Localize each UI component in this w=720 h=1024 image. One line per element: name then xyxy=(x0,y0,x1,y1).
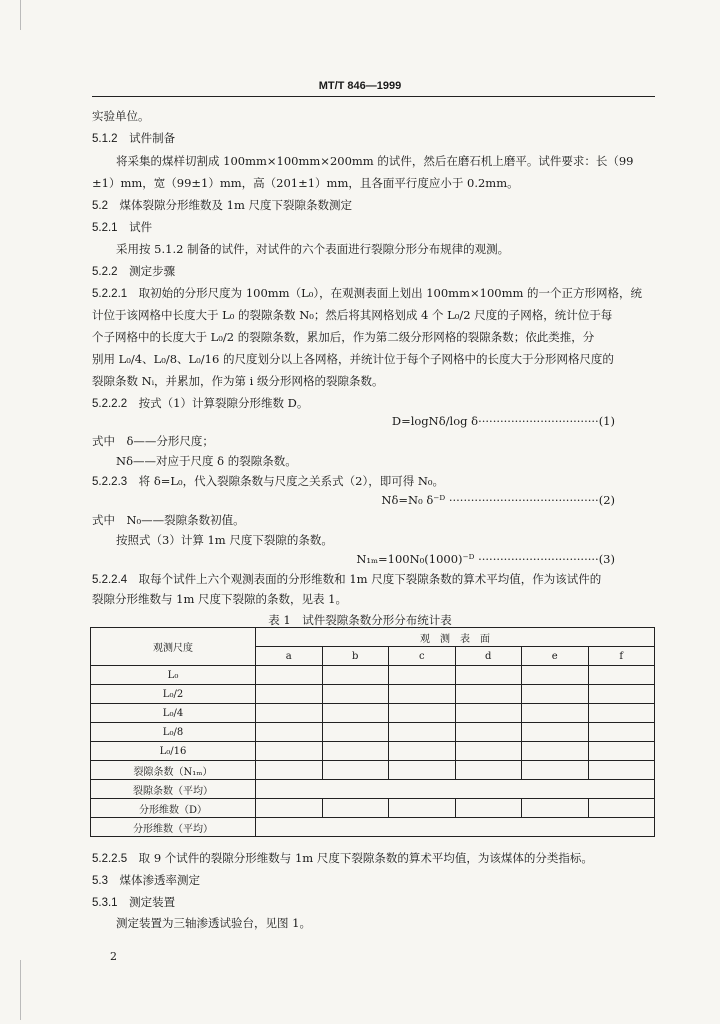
data-cell xyxy=(455,685,522,704)
section-number: 5.3.1 xyxy=(92,897,118,909)
row-label: L₀/2 xyxy=(91,685,256,704)
section-number: 5.2.2 xyxy=(92,266,118,278)
row-label: 裂隙条数（平均） xyxy=(91,780,256,799)
section-number: 5.2.1 xyxy=(92,222,118,234)
text-line: ±1）mm，宽（99±1）mm，高（201±1）mm，且各面平行度应小于 0.2mm。 xyxy=(92,176,519,190)
clause-text: 取每个试件上六个观测表面的分形维数和 1m 尺度下裂隙条数的算术平均值，作为该试件的 xyxy=(138,572,602,586)
table-row xyxy=(91,761,655,780)
data-cell xyxy=(256,666,323,685)
data-cell xyxy=(256,685,323,704)
text-line: 采用按 5.1.2 制备的试件，对试件的六个表面进行裂隙分形分布规律的观测。 xyxy=(116,242,510,256)
data-cell xyxy=(455,666,522,685)
data-cell xyxy=(256,704,323,723)
table-row xyxy=(91,742,655,761)
text-line: 式中 δ——分形尺度； xyxy=(92,434,214,448)
data-cell xyxy=(522,685,589,704)
text-line: 别用 L₀/4、L₀/8、L₀/16 的尺度划分以上各网格，并统计位于每个子网格中的长度大于分形网格尺度的 xyxy=(92,352,614,366)
table-row xyxy=(91,799,655,818)
column-header: f xyxy=(588,647,655,666)
clause-text: 取 9 个试件的裂隙分形维数与 1m 尺度下裂隙条数的算术平均值，为该煤体的分类指标。 xyxy=(138,851,593,865)
data-cell xyxy=(389,704,456,723)
clause-line xyxy=(92,473,444,490)
text-line: 测定装置为三轴渗透试验台，见图 1。 xyxy=(116,916,311,930)
text-line: 实验单位。 xyxy=(92,109,150,123)
table-row xyxy=(91,780,655,799)
section-heading xyxy=(92,872,200,889)
data-cell xyxy=(389,723,456,742)
data-cell xyxy=(389,685,456,704)
text-line: Nδ——对应于尺度 δ 的裂隙条数。 xyxy=(116,454,297,468)
average-cell xyxy=(256,780,655,799)
data-cell xyxy=(455,704,522,723)
data-cell xyxy=(588,761,655,780)
data-cell xyxy=(455,742,522,761)
data-cell xyxy=(455,799,522,818)
text-line: 式中 N₀——裂隙条数初值。 xyxy=(92,513,245,527)
data-cell xyxy=(256,723,323,742)
fracture-stats-table xyxy=(90,627,655,837)
clause-line xyxy=(92,395,308,412)
row-label: L₀ xyxy=(91,666,256,685)
data-cell xyxy=(588,742,655,761)
data-cell xyxy=(522,704,589,723)
clause-line xyxy=(92,285,642,302)
section-number: 5.3 xyxy=(92,875,108,887)
data-cell xyxy=(522,666,589,685)
header-rule xyxy=(92,96,655,97)
table-row xyxy=(91,685,655,704)
text-line: 将采集的煤样切割成 100mm×100mm×200mm 的试件，然后在磨石机上磨平。试件要求：长（99 xyxy=(116,154,634,168)
column-header: d xyxy=(455,647,522,666)
average-cell xyxy=(256,818,655,837)
section-number: 5.1.2 xyxy=(92,133,118,145)
data-cell xyxy=(588,666,655,685)
text-line: 按照式（3）计算 1m 尺度下裂隙的条数。 xyxy=(116,533,333,547)
scan-mark xyxy=(20,960,21,1020)
section-heading xyxy=(92,894,175,911)
data-cell xyxy=(588,723,655,742)
equation-1: D=logNδ/log δ·································(1) xyxy=(391,414,615,428)
data-cell xyxy=(322,723,389,742)
row-label: L₀/16 xyxy=(91,742,256,761)
clause-line xyxy=(92,571,601,588)
data-cell xyxy=(522,761,589,780)
equation-2: Nδ=N₀ δ⁻ᴰ ·········································(2) xyxy=(381,493,615,507)
group-header-cell: 观 测 表 面 xyxy=(256,628,655,647)
row-label: 分形维数（平均） xyxy=(91,818,256,837)
clause-text: 将 δ=L₀，代入裂隙条数与尺度之关系式（2），即可得 N₀。 xyxy=(138,474,445,488)
section-heading xyxy=(92,197,352,214)
section-title: 测定步骤 xyxy=(129,264,176,278)
section-title: 试件制备 xyxy=(129,131,176,145)
data-cell xyxy=(256,742,323,761)
column-header: a xyxy=(256,647,323,666)
clause-number: 5.2.2.3 xyxy=(92,476,128,488)
data-cell xyxy=(389,742,456,761)
page-number: 2 xyxy=(110,950,117,963)
clause-number: 5.2.2.2 xyxy=(92,398,128,410)
row-label: L₀/8 xyxy=(91,723,256,742)
standard-code: MT/T 846—1999 xyxy=(318,80,402,92)
data-cell xyxy=(588,799,655,818)
clause-number: 5.2.2.5 xyxy=(92,853,128,865)
data-cell xyxy=(322,666,389,685)
data-cell xyxy=(522,742,589,761)
text-line: 裂隙分形维数与 1m 尺度下裂隙的条数，见表 1。 xyxy=(92,592,348,606)
data-cell xyxy=(322,799,389,818)
row-label: 裂隙条数（N₁ₘ） xyxy=(91,761,256,780)
data-cell xyxy=(389,761,456,780)
section-title: 试件 xyxy=(129,220,153,234)
table-caption: 表 1 试件裂隙条数分形分布统计表 xyxy=(268,613,452,627)
scan-mark xyxy=(20,0,21,30)
data-cell xyxy=(455,723,522,742)
section-heading xyxy=(92,130,175,147)
data-cell xyxy=(588,685,655,704)
data-cell xyxy=(322,685,389,704)
clause-text: 取初始的分形尺度为 100mm（L₀），在观测表面上划出 100mm×100mm 的一个正方形网格，统 xyxy=(138,286,643,300)
data-cell xyxy=(389,666,456,685)
section-number: 5.2 xyxy=(92,200,108,212)
data-cell xyxy=(389,799,456,818)
clause-number: 5.2.2.1 xyxy=(92,288,128,300)
clause-number: 5.2.2.4 xyxy=(92,574,128,586)
section-title: 煤体裂隙分形维数及 1m 尺度下裂隙条数测定 xyxy=(119,198,353,212)
section-title: 测定装置 xyxy=(129,895,176,909)
text-line: 个子网格中的长度大于 L₀/2 的裂隙条数，累加后，作为第二级分形网格的裂隙条数；依此类推，分 xyxy=(92,330,595,344)
data-cell xyxy=(588,704,655,723)
row-label: 分形维数（D） xyxy=(91,799,256,818)
column-header: e xyxy=(522,647,589,666)
data-cell xyxy=(256,799,323,818)
data-cell xyxy=(322,704,389,723)
row-label: L₀/4 xyxy=(91,704,256,723)
equation-3: N₁ₘ=100N₀(1000)⁻ᴰ ·································(3) xyxy=(356,552,615,566)
data-cell xyxy=(522,723,589,742)
text-line: 计位于该网格中长度大于 L₀ 的裂隙条数 N₀；然后将其网格划成 4 个 L₀/2 尺度的子网格，统计位于每 xyxy=(92,308,613,322)
column-header: b xyxy=(322,647,389,666)
data-cell xyxy=(322,761,389,780)
table-row xyxy=(91,704,655,723)
column-header: c xyxy=(389,647,456,666)
data-cell xyxy=(455,761,522,780)
data-cell xyxy=(322,742,389,761)
table-row xyxy=(91,818,655,837)
text-line: 裂隙条数 Nᵢ，并累加，作为第 i 级分形网格的裂隙条数。 xyxy=(92,374,384,388)
data-cell xyxy=(522,799,589,818)
table-header-row xyxy=(91,628,655,647)
row-header-cell: 观测尺度 xyxy=(91,628,256,666)
data-cell xyxy=(256,761,323,780)
section-heading xyxy=(92,263,175,280)
table-row xyxy=(91,666,655,685)
clause-text: 按式（1）计算裂隙分形维数 D。 xyxy=(138,396,309,410)
section-heading xyxy=(92,219,152,236)
section-title: 煤体渗透率测定 xyxy=(119,873,200,887)
clause-line xyxy=(92,850,593,867)
table-row xyxy=(91,723,655,742)
